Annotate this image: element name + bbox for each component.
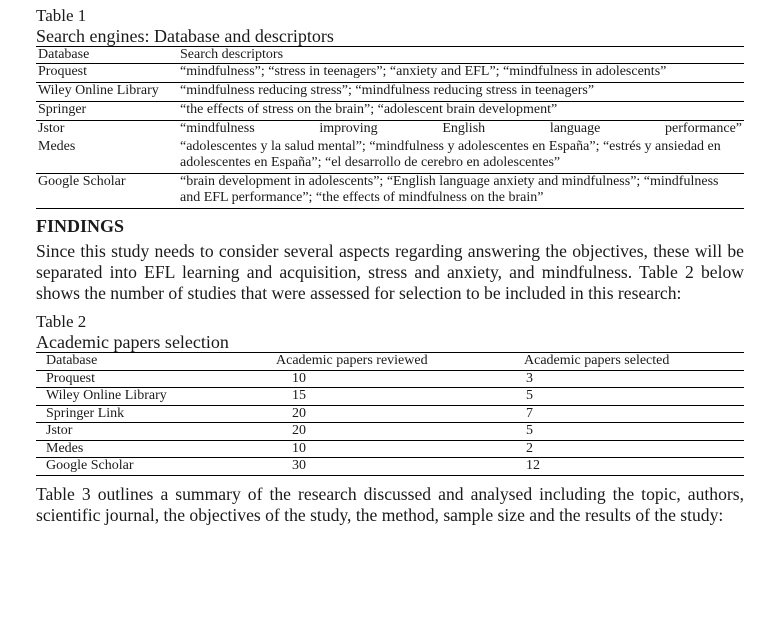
academic-papers-table	[36, 352, 744, 476]
table1-caption: Search engines: Database and descriptors	[36, 26, 334, 46]
table-row	[36, 405, 744, 423]
closing-paragraph: Table 3 outlines a summary of the research discussed and analysed including the topic, authors, scientific journal, the objectives of the study, the method, sample size and the results of the study:	[36, 483, 744, 525]
table1-cell-database: Medes	[36, 139, 178, 174]
table2-cell-reviewed: 15	[266, 388, 514, 406]
table1-header-row	[36, 47, 744, 64]
table-row	[36, 174, 744, 209]
table2-cell-database: Springer Link	[36, 405, 266, 423]
findings-paragraph: Since this study needs to consider several aspects regarding answering the objectives, these will be separated into EFL learning and acquisition, stress and anxiety, and mindfulness. Table 2 below shows the number of studies that were assessed for selection to be included in this research:	[36, 241, 744, 303]
table1-cell-descriptors: “mindfulness reducing stress”; “mindfulness reducing stress in teenagers”	[178, 83, 744, 102]
table-row	[36, 64, 744, 83]
table2-cell-reviewed: 20	[266, 423, 514, 441]
table1-cell-database: Springer	[36, 102, 178, 121]
table1-header-database: Database	[36, 47, 178, 64]
table2-caption: Academic papers selection	[36, 332, 229, 352]
findings-heading: FINDINGS	[36, 216, 125, 236]
table2-cell-database: Medes	[36, 440, 266, 458]
table1-cell-database: Jstor	[38, 121, 65, 136]
table-row	[36, 370, 744, 388]
table2-cell-database: Proquest	[36, 370, 266, 388]
table2-cell-reviewed: 30	[292, 458, 306, 473]
table-row	[36, 458, 744, 476]
table2-header-row	[36, 353, 744, 371]
table2-cell-reviewed: 10	[266, 370, 514, 388]
table2-cell-reviewed: 20	[266, 405, 514, 423]
table2-cell-database: Jstor	[36, 423, 266, 441]
table1-cell-database: Proquest	[36, 64, 178, 83]
table-row	[36, 423, 744, 441]
table2-cell-selected: 12	[526, 458, 540, 473]
table2-cell-selected: 5	[514, 388, 744, 406]
table2-label: Table 2	[36, 312, 87, 331]
table2-cell-database: Google Scholar	[46, 458, 134, 473]
table2-cell-selected: 7	[514, 405, 744, 423]
table1-cell-descriptors: “adolescentes y la salud mental”; “mindfulness y adolescentes en España”; “estrés y ansiedad en adolescentes en España”; “el desarrollo de cerebro en adolescentes”	[178, 139, 744, 174]
table2-cell-reviewed: 10	[266, 440, 514, 458]
table2-cell-selected: 3	[514, 370, 744, 388]
table-row	[36, 121, 744, 140]
table1-header-descriptors: Search descriptors	[178, 47, 744, 64]
table1-cell-database: Wiley Online Library	[36, 83, 178, 102]
table2-header-selected: Academic papers selected	[514, 353, 744, 371]
table-row	[36, 139, 744, 174]
table2-header-reviewed: Academic papers reviewed	[266, 353, 514, 371]
table1-cell-descriptors: “the effects of stress on the brain”; “adolescent brain development”	[178, 102, 744, 121]
table2-cell-selected: 5	[514, 423, 744, 441]
table1-label: Table 1	[36, 6, 87, 25]
table2-cell-selected: 2	[514, 440, 744, 458]
table1-cell-descriptors: “mindfulness”; “stress in teenagers”; “anxiety and EFL”; “mindfulness in adolescents”	[178, 64, 744, 83]
table1-cell-database: Google Scholar	[38, 174, 126, 189]
table-row	[36, 102, 744, 121]
table2-cell-database: Wiley Online Library	[36, 388, 266, 406]
table2-header-database: Database	[36, 353, 266, 371]
table1-cell-descriptors: “brain development in adolescents”; “English language anxiety and mindfulness”; “mindfulness and EFL performance”; “the effects of mindfulness on the brain”	[180, 174, 719, 205]
search-engines-table	[36, 46, 744, 209]
document-page	[36, 6, 744, 526]
table-row	[36, 83, 744, 102]
table-row	[36, 388, 744, 406]
table-row	[36, 440, 744, 458]
table1-cell-descriptors: “mindfulness improving English language performance”	[180, 121, 742, 136]
